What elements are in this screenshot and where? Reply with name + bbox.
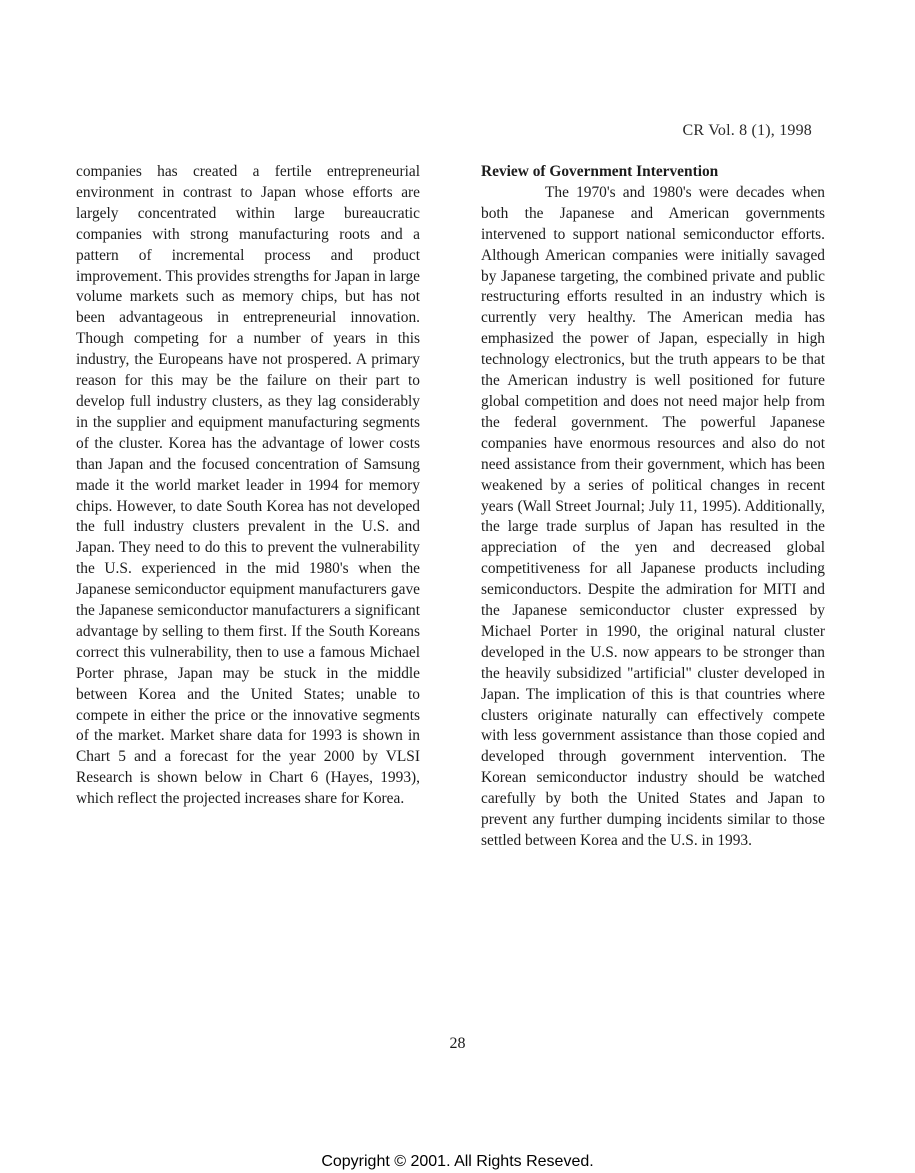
journal-header: CR Vol. 8 (1), 1998 [682, 122, 812, 139]
copyright-notice: Copyright © 2001. All Rights Reseved. [321, 1153, 594, 1170]
page-number: 28 [449, 1035, 466, 1052]
left-column [76, 162, 420, 810]
left-body-paragraph: companies has created a fertile entrepreneurial environment in contrast to Japan whose efforts are largely concentrated within large bureaucratic companies with strong manufacturing roots and a pattern of incremental process and product improvement. This provides strengths for Japan in large volume markets such as memory chips, but has not been advantageous in entrepreneurial innovation. Though competing for a number of years in this industry, the Europeans have not prospered. A primary reason for this may be the failure on their part to develop full industry clusters, as they lag considerably in the supplier and equipment manufacturing segments of the cluster. Korea has the advantage of lower costs than Japan and the focused concentration of Samsung made it the world market leader in 1994 for memory chips. However, to date South Korea has not developed the full industry clusters prevalent in the U.S. and Japan. They need to do this to prevent the vulnerability the U.S. experienced in the mid 1980's when the Japanese semiconductor equipment manufacturers gave the Japanese semiconductor manufacturers a significant advantage by selling to them first. If the South Koreans correct this vulnerability, then to use a famous Michael Porter phrase, Japan may be stuck in the middle between Korea and the United States; unable to compete in either the price or the innovative segments of the market. Market share data for 1993 is shown in Chart 5 and a forecast for the year 2000 by VLSI Research is shown below in Chart 6 (Hayes, 1993), which reflect the projected increases share for Korea. [76, 163, 420, 808]
section-heading: Review of Government Intervention [481, 163, 719, 180]
right-column [481, 162, 825, 852]
right-body-paragraph: The 1970's and 1980's were decades when both the Japanese and American governments intervened to support national semiconductor efforts. Although American companies were initially savaged by Japanese targeting, the combined private and public restructuring efforts resulted in an industry which is currently very healthy. The American media has emphasized the power of Japan, especially in high technology electronics, but the truth appears to be that the American industry is well positioned for future global competition and does not need major help from the federal government. The powerful Japanese companies have enormous resources and also do not need assistance from their government, which has been weakened by a series of political changes in recent years (Wall Street Journal; July 11, 1995). Additionally, the large trade surplus of Japan has resulted in the appreciation of the yen and decreased global competitiveness for all Japanese products including semiconductors. Despite the admiration for MITI and the Japanese semiconductor cluster expressed by Michael Porter in 1990, the original natural cluster developed in the U.S. now appears to be stronger than the heavily subsidized "artificial" cluster developed in Japan. The implication of this is that countries where clusters originate naturally can effectively compete with less government assistance than those copied and developed through government intervention. The Korean semiconductor industry should be watched carefully by both the United States and Japan to prevent any further dumping incidents similar to those settled between Korea and the U.S. in 1993. [481, 183, 825, 849]
